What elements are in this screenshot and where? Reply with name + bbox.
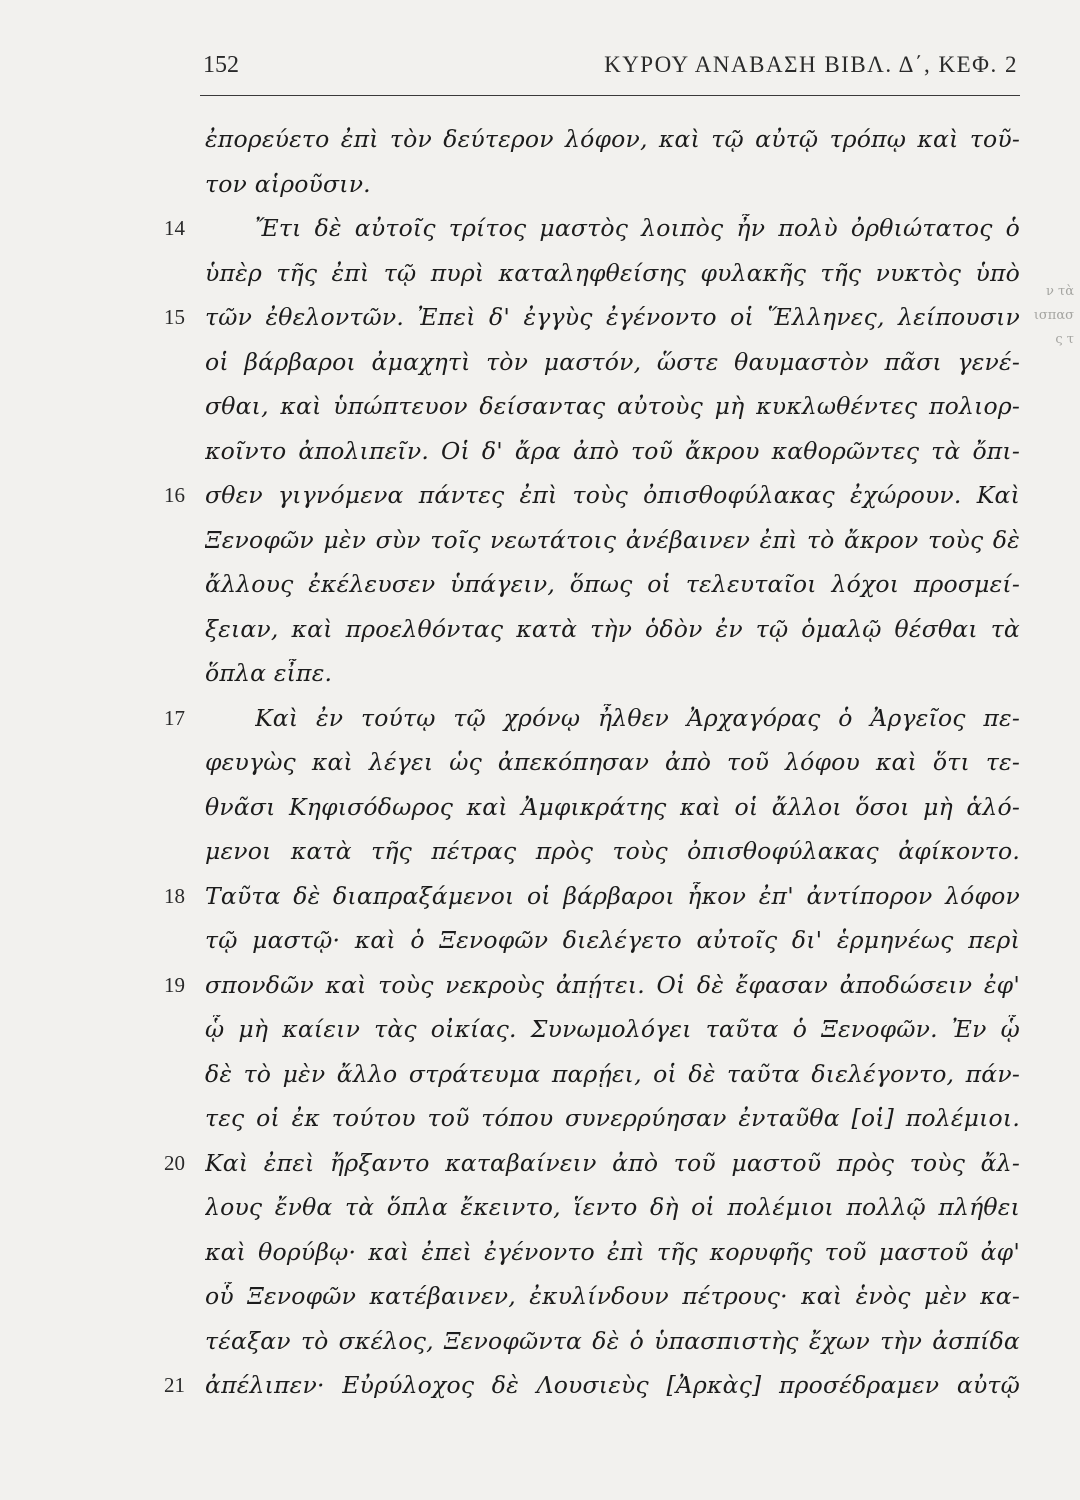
text-line <box>0 793 1080 838</box>
line-text: μενοι κατὰ τῆς πέτρας πρὸς τοὺς ὀπισθοφύλακας ἀφίκοντο. <box>205 837 1020 865</box>
line-text: τες οἱ ἐκ τούτου τοῦ τόπου συνερρύησαν ἐνταῦθα [οἱ] πολέμιοι. <box>205 1104 1020 1132</box>
section-number: 18 <box>164 883 185 908</box>
line-text: ἀπέλιπεν· Εὐρύλοχος δὲ Λουσιεὺς [Ἀρκὰς] προσέδραμεν αὐτῷ <box>205 1371 1020 1399</box>
line-text: φευγὼς καὶ λέγει ὡς ἀπεκόπησαν ἀπὸ τοῦ λόφου καὶ ὅτι τε- <box>205 748 1020 776</box>
section-number: 15 <box>164 305 185 329</box>
text-line <box>0 570 1080 615</box>
line-text: σθαι, καὶ ὑπώπτευον δείσαντας αὐτοὺς μὴ κυκλωθέντες πολιορ- <box>205 392 1020 420</box>
line-text: καὶ θορύβῳ· καὶ ἐπεὶ ἐγένοντο ἐπὶ τῆς κορυφῆς τοῦ μαστοῦ ἀφ' <box>205 1237 1020 1266</box>
line-text: κοῖντο ἀπολιπεῖν. Οἱ δ' ἄρα ἀπὸ τοῦ ἄκρου καθορῶντες τὰ ὄπι- <box>205 436 1020 465</box>
section-number: 20 <box>164 1150 185 1175</box>
bleed-line: ισπασ <box>1033 308 1074 323</box>
line-text: λους ἔνθα τὰ ὅπλα ἔκειντο, ἵεντο δὴ οἱ πολέμιοι πολλῷ πλήθει <box>205 1193 1020 1221</box>
text-line <box>0 837 1080 882</box>
text-line <box>0 348 1080 393</box>
text-line <box>0 214 1080 259</box>
line-text: τέαξαν τὸ σκέλος, Ξενοφῶντα δὲ ὁ ὑπασπιστὴς ἔχων τὴν ἀσπίδα <box>205 1326 1020 1355</box>
line-text: τον αἱροῦσιν. <box>205 169 371 198</box>
text-line <box>0 748 1080 793</box>
line-text: Ξενοφῶν μὲν σὺν τοῖς νεωτάτοις ἀνέβαινεν ἐπὶ τὸ ἄκρον τοὺς δὲ <box>205 525 1020 554</box>
text-line <box>0 392 1080 437</box>
page-header <box>203 52 1020 92</box>
text-line <box>0 526 1080 571</box>
line-text: σθεν γιγνόμενα πάντες ἐπὶ τοὺς ὀπισθοφύλακας ἐχώρουν. Καὶ <box>205 481 1020 509</box>
line-text: ἄλλους ἐκέλευσεν ὑπάγειν, ὅπως οἱ τελευταῖοι λόχοι προσμεί- <box>205 570 1020 598</box>
line-text: τῷ μαστῷ· καὶ ὁ Ξενοφῶν διελέγετο αὐτοῖς δι' ἑρμηνέως περὶ <box>205 926 1020 954</box>
text-line <box>0 259 1080 304</box>
line-text: οἱ βάρβαροι ἀμαχητὶ τὸν μαστόν, ὥστε θαυμαστὸν πᾶσι γενέ- <box>205 347 1020 376</box>
text-line <box>0 303 1080 348</box>
text-line <box>0 1149 1080 1194</box>
section-number: 19 <box>164 972 185 997</box>
line-text: Ταῦτα δὲ διαπραξάμενοι οἱ βάρβαροι ἧκον ἐπ' ἀντίπορον λόφον <box>205 881 1020 910</box>
line-text: ὑπὲρ τῆς ἐπὶ τῷ πυρὶ καταληφθείσης φυλακῆς τῆς νυκτὸς ὑπὸ <box>205 258 1020 287</box>
line-text: δὲ τὸ μὲν ἄλλο στράτευμα παρῄει, οἱ δὲ ταῦτα διελέγοντο, πάν- <box>205 1059 1020 1088</box>
text-line <box>0 704 1080 749</box>
line-text: Ἔτι δὲ αὐτοῖς τρίτος μαστὸς λοιπὸς ἦν πολὺ ὀρθιώτατος ὁ <box>255 214 1020 242</box>
line-text: ξειαν, καὶ προελθόντας κατὰ τὴν ὁδὸν ἐν τῷ ὁμαλῷ θέσθαι τὰ <box>205 614 1020 643</box>
line-text: Καὶ ἐπεὶ ἤρξαντο καταβαίνειν ἀπὸ τοῦ μαστοῦ πρὸς τοὺς ἄλ- <box>205 1148 1020 1177</box>
text-line <box>0 659 1080 704</box>
section-number: 14 <box>164 216 185 240</box>
section-number: 17 <box>164 705 185 730</box>
text-line <box>0 1060 1080 1105</box>
line-text: ἐπορεύετο ἐπὶ τὸν δεύτερον λόφον, καὶ τῷ αὐτῷ τρόπῳ καὶ τοῦ- <box>205 125 1020 153</box>
page-number: 152 <box>203 52 239 78</box>
text-line <box>0 437 1080 482</box>
line-text: ᾧ μὴ καίειν τὰς οἰκίας. Συνωμολόγει ταῦτα ὁ Ξενοφῶν. Ἐν ᾧ <box>205 1015 1020 1043</box>
text-line <box>0 1371 1080 1416</box>
line-text: οὗ Ξενοφῶν κατέβαινεν, ἐκυλίνδουν πέτρους· καὶ ἑνὸς μὲν κα- <box>205 1282 1020 1310</box>
bleed-line: ν τὰ <box>1045 284 1074 299</box>
text-line <box>0 481 1080 526</box>
main-text <box>0 125 1080 1416</box>
text-line <box>0 1238 1080 1283</box>
text-line <box>0 1327 1080 1372</box>
line-text: Καὶ ἐν τούτῳ τῷ χρόνῳ ἦλθεν Ἀρχαγόρας ὁ Ἀργεῖος πε- <box>255 703 1020 732</box>
text-line <box>0 125 1080 170</box>
text-line <box>0 926 1080 971</box>
bleed-line: ς τ <box>1055 332 1074 347</box>
text-line <box>0 882 1080 927</box>
text-line <box>0 971 1080 1016</box>
running-title: ΚΥΡΟΥ ΑΝΑΒΑΣΗ ΒΙΒΛ. Δ΄, ΚΕΦ. 2 <box>604 52 1018 77</box>
section-number: 21 <box>164 1373 185 1397</box>
text-line <box>0 1104 1080 1149</box>
text-line <box>0 170 1080 215</box>
line-text: ὅπλα εἶπε. <box>205 659 333 687</box>
text-line <box>0 1015 1080 1060</box>
section-number: 16 <box>164 483 185 507</box>
line-text: τῶν ἐθελοντῶν. Ἐπεὶ δ' ἐγγὺς ἐγένοντο οἱ Ἕλληνες, λείπουσιν <box>205 303 1020 331</box>
header-rule <box>200 95 1020 96</box>
text-line <box>0 615 1080 660</box>
text-line <box>0 1282 1080 1327</box>
line-text: σπονδῶν καὶ τοὺς νεκροὺς ἀπῄτει. Οἱ δὲ ἔφασαν ἀποδώσειν ἐφ' <box>205 970 1020 999</box>
text-line <box>0 1193 1080 1238</box>
line-text: θνᾶσι Κηφισόδωρος καὶ Ἀμφικράτης καὶ οἱ ἄλλοι ὅσοι μὴ ἁλό- <box>205 792 1020 821</box>
